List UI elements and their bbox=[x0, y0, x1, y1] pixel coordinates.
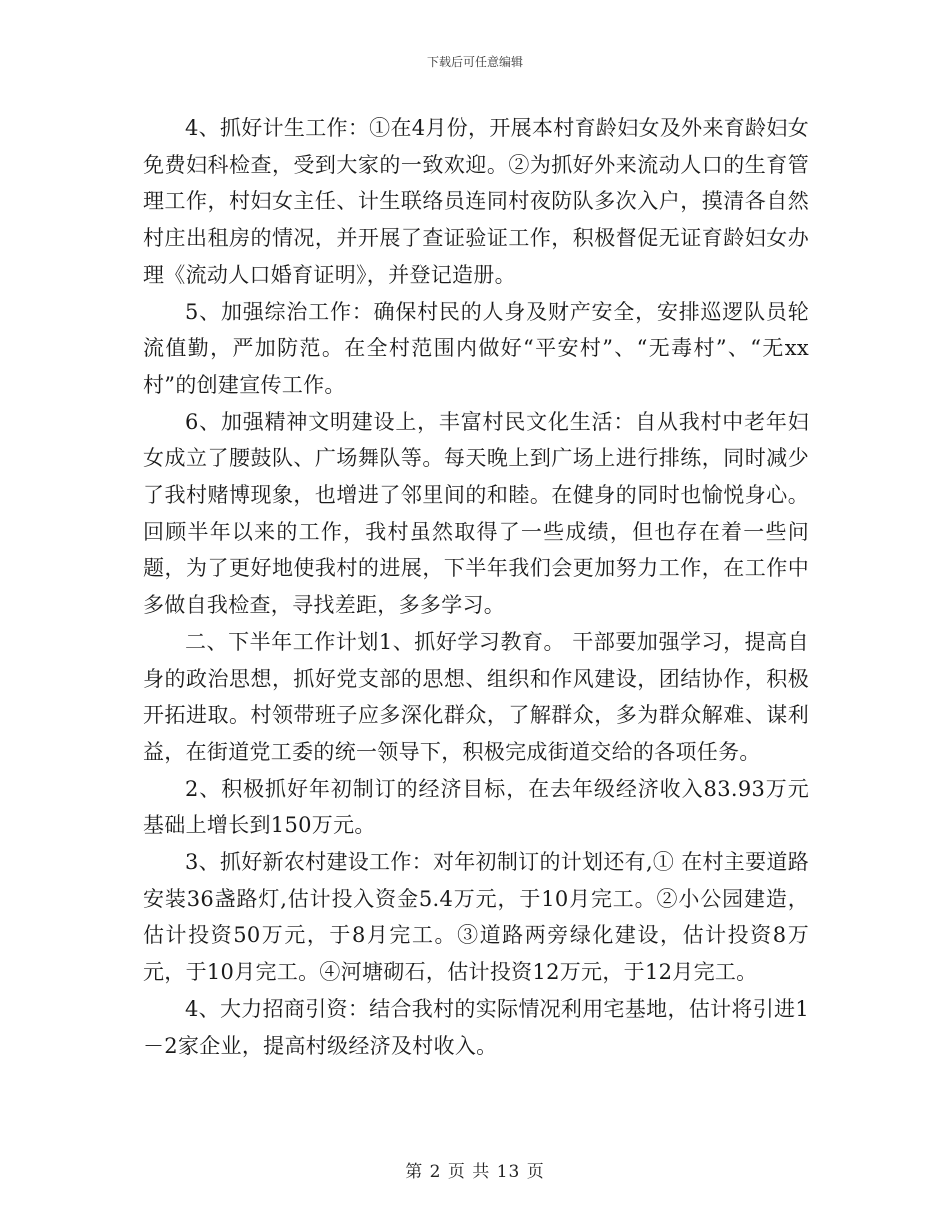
paragraph-rural-construction: 3、抓好新农村建设工作：对年初制订的计划还有,① 在村主要道路安装36盏路灯,估计投入资金5.4万元，于10月完工。②小公园建造，估计投资50万元，于8月完工。③道路两旁绿化建设，估计投资8万元，于10月完工。④河塘砌石，估计投资12万元，于12月完工。 bbox=[143, 850, 810, 985]
paragraph-public-security: 5、加强综治工作：确保村民的人身及财产安全，安排巡逻队员轮流值勤，严加防范。在全村范围内做好“平安村”、“无毒村”、“无xx村”的创建宣传工作。 bbox=[143, 299, 809, 397]
paragraph-investment: 4、大力招商引资：结合我村的实际情况利用宅基地，估计将引进1－2家企业，提高村级经济及村收入。 bbox=[143, 996, 809, 1058]
document-body bbox=[143, 110, 809, 1064]
paragraph-family-planning: 4、抓好计生工作：①在4月份，开展本村育龄妇女及外来育龄妇女免费妇科检查，受到大家的一致欢迎。②为抓好外来流动人口的生育管理工作，村妇女主任、计生联络员连同村夜防队多次入户，摸清各自然村庄出租房的情况，并开展了查证验证工作，积极督促无证育龄妇女办理《流动人口婚育证明》，并登记造册。 bbox=[143, 116, 809, 287]
page-number: 第 2 页 共 13 页 bbox=[405, 1162, 545, 1182]
paragraph-work-plan: 二、下半年工作计划1、抓好学习教育。 干部要加强学习，提高自身的政治思想，抓好党支部的思想、组织和作风建设，团结协作，积极开拓进取。村领带班子应多深化群众，了解群众，多为群众解难、谋利益，在街道党工委的统一领导下，积极完成街道交给的各项任务。 bbox=[143, 629, 809, 764]
page-header: 下载后可任意编辑 bbox=[426, 55, 523, 69]
paragraph-civilization: 6、加强精神文明建设上，丰富村民文化生活：自从我村中老年妇女成立了腰鼓队、广场舞队等。每天晚上到广场上进行排练，同时减少了我村赌博现象，也增进了邻里间的和睦。在健身的同时也愉悦身心。回顾半年以来的工作，我村虽然取得了一些成绩，但也存在着一些问题，为了更好地使我村的进展，下半年我们会更加努力工作，在工作中多做自我检查，寻找差距，多多学习。 bbox=[143, 409, 809, 618]
paragraph-economic-goal: 2、积极抓好年初制订的经济目标，在去年级经济收入83.93万元基础上增长到150万元。 bbox=[143, 776, 809, 838]
